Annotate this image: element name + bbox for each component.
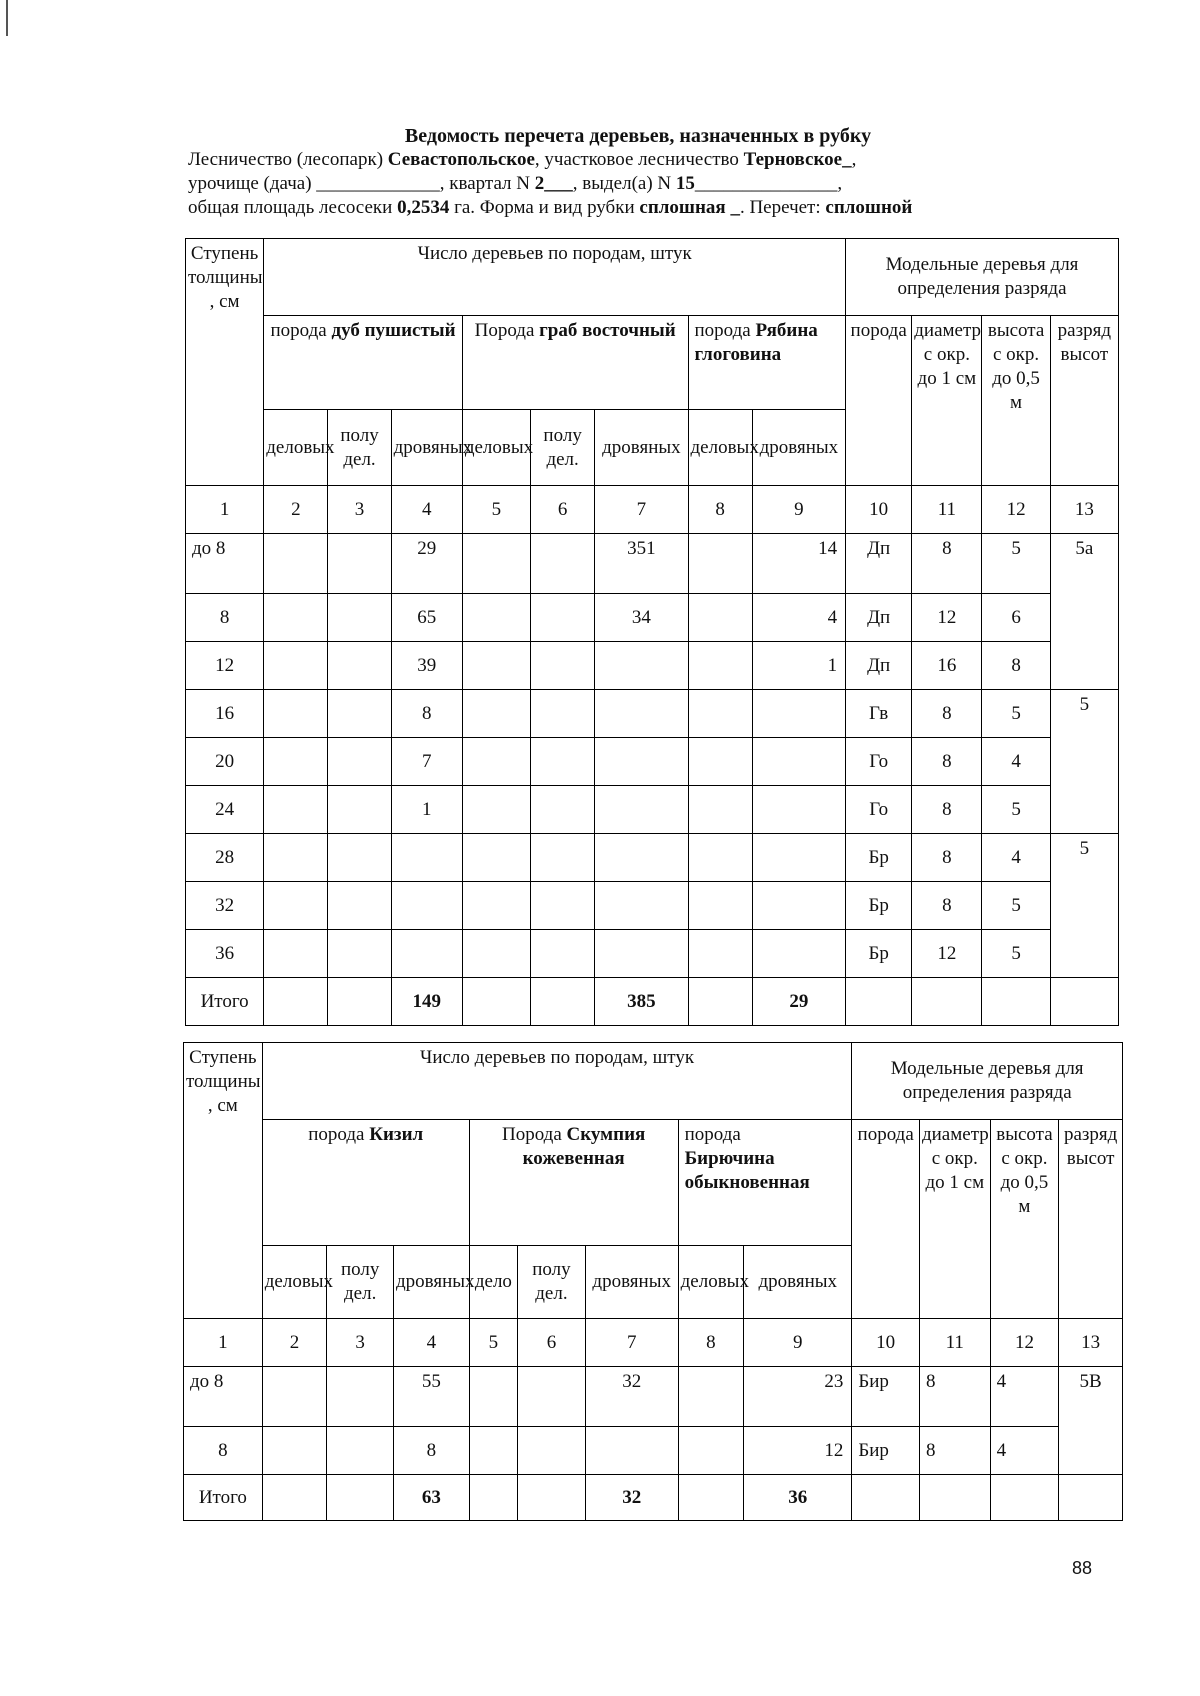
cell-model-diameter: 8 <box>912 738 982 786</box>
species-name: дуб пушистый <box>331 320 456 341</box>
cell <box>678 1475 744 1521</box>
total-value: 32 <box>585 1475 678 1521</box>
column-number: 1 <box>186 486 264 534</box>
table-row <box>186 930 1119 978</box>
cell-model-height: 8 <box>982 642 1050 690</box>
cell <box>264 978 328 1026</box>
cell <box>328 594 391 642</box>
cell <box>391 834 462 882</box>
text: Порода <box>474 320 540 341</box>
subheader: деловых <box>678 1246 744 1319</box>
cell <box>678 1367 744 1427</box>
text: порода <box>270 320 332 341</box>
total-value: 29 <box>752 978 845 1026</box>
column-number: 2 <box>262 1319 327 1367</box>
cell: 351 <box>595 534 688 594</box>
cell <box>462 738 530 786</box>
subheader: дело <box>469 1246 517 1319</box>
subheader: полу дел. <box>328 410 391 486</box>
cell-step: 12 <box>186 642 264 690</box>
cell <box>688 930 752 978</box>
cell-model-diameter: 8 <box>912 690 982 738</box>
cell <box>846 978 912 1026</box>
column-number: 13 <box>1059 1319 1123 1367</box>
cell-model-species: Го <box>846 786 912 834</box>
column-number: 10 <box>846 486 912 534</box>
cell <box>531 690 595 738</box>
column-number: 4 <box>393 1319 469 1367</box>
column-number: 9 <box>752 486 845 534</box>
cell-model-height: 4 <box>990 1427 1059 1475</box>
cell <box>1050 978 1118 1026</box>
cell-model-diameter: 8 <box>912 834 982 882</box>
column-number: 5 <box>469 1319 517 1367</box>
column-number: 12 <box>982 486 1050 534</box>
cell <box>595 930 688 978</box>
cell <box>462 786 530 834</box>
column-number: 7 <box>585 1319 678 1367</box>
cell <box>264 834 328 882</box>
cell <box>531 738 595 786</box>
cell <box>1059 1475 1123 1521</box>
cell-model-height: 4 <box>982 834 1050 882</box>
cell-model-diameter: 16 <box>912 642 982 690</box>
cell <box>531 642 595 690</box>
species-name: граб восточный <box>539 320 676 341</box>
cell-model-species: Бр <box>846 930 912 978</box>
species-name: Бирючина обыкновенная <box>684 1148 810 1193</box>
cell <box>264 642 328 690</box>
plot-number: 15 <box>675 173 695 194</box>
cell <box>328 690 391 738</box>
cell <box>595 642 688 690</box>
text: порода <box>694 320 756 341</box>
column-number: 8 <box>688 486 752 534</box>
cell: 55 <box>393 1367 469 1427</box>
document-header <box>188 124 1088 220</box>
cell: 8 <box>393 1427 469 1475</box>
document-title: Ведомость перечета деревьев, назначенных в рубку <box>404 125 872 147</box>
column-number: 6 <box>531 486 595 534</box>
column-number: 4 <box>391 486 462 534</box>
cell <box>469 1367 517 1427</box>
column-number: 2 <box>264 486 328 534</box>
species-header-1 <box>264 316 463 410</box>
table-row <box>186 642 1119 690</box>
cell <box>595 690 688 738</box>
cell <box>852 1475 920 1521</box>
subheader: дровяных <box>595 410 688 486</box>
species-name: Скумпия кожевенная <box>522 1124 646 1169</box>
cell <box>391 882 462 930</box>
header-line-location <box>188 172 1088 196</box>
subheader: деловых <box>264 410 328 486</box>
scan-edge-mark <box>6 0 8 36</box>
column-number: 3 <box>327 1319 394 1367</box>
model-class-header: разряд высот <box>1050 316 1118 486</box>
subheader: полу дел. <box>327 1246 394 1319</box>
cell <box>327 1367 394 1427</box>
tree-count-table-1 <box>185 238 1119 1026</box>
cell-step: 20 <box>186 738 264 786</box>
cell-model-diameter: 8 <box>919 1367 990 1427</box>
model-class-header: разряд высот <box>1059 1120 1123 1319</box>
cell: 34 <box>595 594 688 642</box>
cell <box>585 1427 678 1475</box>
cell <box>328 930 391 978</box>
cell <box>462 882 530 930</box>
cell: 7 <box>391 738 462 786</box>
cell <box>688 642 752 690</box>
area-value: 0,2534 <box>397 197 450 218</box>
cell <box>688 690 752 738</box>
cell <box>462 594 530 642</box>
cell <box>595 834 688 882</box>
cell <box>752 690 845 738</box>
column-number: 13 <box>1050 486 1118 534</box>
cell-model-height: 5 <box>982 690 1050 738</box>
cell <box>595 786 688 834</box>
cell-model-height: 4 <box>990 1367 1059 1427</box>
local-forestry-name: Терновское_ <box>743 149 852 170</box>
cell <box>328 882 391 930</box>
column-number: 11 <box>912 486 982 534</box>
page-number: 88 <box>1072 1558 1093 1578</box>
cell <box>262 1367 327 1427</box>
cell <box>531 882 595 930</box>
cell <box>678 1427 744 1475</box>
text: Порода <box>502 1124 567 1145</box>
text: порода <box>308 1124 370 1145</box>
text: общая площадь лесосеки <box>188 197 398 218</box>
cell-model-height: 6 <box>982 594 1050 642</box>
cell <box>688 834 752 882</box>
text: , <box>851 149 857 170</box>
total-label: Итого <box>184 1475 263 1521</box>
cell <box>595 882 688 930</box>
cell-height-class: 5 <box>1050 690 1118 834</box>
table-row <box>184 1427 1123 1475</box>
cell <box>531 978 595 1026</box>
table-row <box>186 594 1119 642</box>
cell-model-species: Бир <box>852 1367 920 1427</box>
cell <box>518 1367 586 1427</box>
species-header-3 <box>688 316 846 410</box>
column-number: 1 <box>184 1319 263 1367</box>
cell-step: 8 <box>186 594 264 642</box>
cell <box>531 834 595 882</box>
cell <box>752 930 845 978</box>
column-number: 5 <box>462 486 530 534</box>
cell <box>912 978 982 1026</box>
cell <box>688 738 752 786</box>
cell-model-diameter: 8 <box>912 534 982 594</box>
column-number: 3 <box>328 486 391 534</box>
cell <box>327 1427 394 1475</box>
cell-model-species: Бир <box>852 1427 920 1475</box>
cell: 1 <box>391 786 462 834</box>
cell <box>264 594 328 642</box>
cell-step: до 8 <box>184 1367 263 1427</box>
header-model-trees: Модельные деревья для определения разряда <box>852 1043 1123 1120</box>
cell-model-height: 5 <box>982 882 1050 930</box>
subheader: деловых <box>688 410 752 486</box>
cell-model-species: Бр <box>846 882 912 930</box>
cell-model-species: Дп <box>846 594 912 642</box>
cell: 65 <box>391 594 462 642</box>
cell-model-diameter: 8 <box>912 882 982 930</box>
header-line-area <box>188 196 1088 220</box>
count-type: сплошной <box>825 197 913 218</box>
table-row <box>186 534 1119 594</box>
text: _______________, <box>694 173 843 194</box>
cell: 1 <box>752 642 845 690</box>
cell <box>391 930 462 978</box>
cell: 32 <box>585 1367 678 1427</box>
text: га. Форма и вид рубки <box>449 197 640 218</box>
cell-model-height: 4 <box>982 738 1050 786</box>
cell <box>264 882 328 930</box>
cell <box>752 786 845 834</box>
cell <box>531 594 595 642</box>
header-step: Ступень толщины , см <box>184 1043 263 1319</box>
species-name: Кизил <box>369 1124 424 1145</box>
model-diameter-header: диаметр с окр. до 1 см <box>912 316 982 486</box>
cell-model-species: Дп <box>846 534 912 594</box>
text: урочище (дача) _____________, квартал N <box>188 173 535 194</box>
cell <box>688 978 752 1026</box>
cell <box>469 1475 517 1521</box>
header-tree-count: Число деревьев по породам, штук <box>264 239 846 316</box>
cell-model-height: 5 <box>982 786 1050 834</box>
cell: 8 <box>391 690 462 738</box>
cell <box>518 1427 586 1475</box>
cell-model-diameter: 8 <box>919 1427 990 1475</box>
cell <box>328 534 391 594</box>
subheader: дровяных <box>744 1246 852 1319</box>
cell <box>688 594 752 642</box>
cell <box>328 738 391 786</box>
column-number: 7 <box>595 486 688 534</box>
cell <box>688 786 752 834</box>
cell <box>264 930 328 978</box>
cell: 29 <box>391 534 462 594</box>
subheader: полу дел. <box>531 410 595 486</box>
table-row <box>186 690 1119 738</box>
column-number: 10 <box>852 1319 920 1367</box>
cell-model-species: Гв <box>846 690 912 738</box>
total-label: Итого <box>186 978 264 1026</box>
cell <box>462 642 530 690</box>
cell: 39 <box>391 642 462 690</box>
cell-model-height: 5 <box>982 930 1050 978</box>
species-name: Рябина глоговина <box>694 320 818 365</box>
total-value: 149 <box>391 978 462 1026</box>
cell-height-class: 5В <box>1059 1367 1123 1475</box>
cell-height-class: 5 <box>1050 834 1118 978</box>
cell <box>462 978 530 1026</box>
cell: 23 <box>744 1367 852 1427</box>
cell <box>264 738 328 786</box>
cell <box>328 834 391 882</box>
column-number: 6 <box>518 1319 586 1367</box>
cell <box>262 1475 327 1521</box>
total-value: 385 <box>595 978 688 1026</box>
cell <box>990 1475 1059 1521</box>
text: порода <box>684 1124 741 1145</box>
column-number: 9 <box>744 1319 852 1367</box>
text: Лесничество (лесопарк) <box>188 149 388 170</box>
header-step: Ступень толщины , см <box>186 239 264 486</box>
cell-step: 16 <box>186 690 264 738</box>
subheader: дровяных <box>391 410 462 486</box>
cell <box>328 978 391 1026</box>
cell-step: 24 <box>186 786 264 834</box>
cell <box>262 1427 327 1475</box>
species-header-2 <box>469 1120 678 1246</box>
cell <box>595 738 688 786</box>
cell <box>752 738 845 786</box>
subheader: деловых <box>262 1246 327 1319</box>
column-number: 12 <box>990 1319 1059 1367</box>
cell-step: 28 <box>186 834 264 882</box>
table-row <box>186 738 1119 786</box>
cell: 4 <box>752 594 845 642</box>
column-number: 11 <box>919 1319 990 1367</box>
cell-model-species: Бр <box>846 834 912 882</box>
cell-model-diameter: 8 <box>912 786 982 834</box>
cell <box>462 534 530 594</box>
cell <box>531 534 595 594</box>
model-species-header: порода <box>846 316 912 486</box>
header-line-forestry <box>188 148 1088 172</box>
cell <box>688 534 752 594</box>
subheader: дровяных <box>585 1246 678 1319</box>
cell <box>462 930 530 978</box>
forestry-name: Севастопольское <box>387 149 535 170</box>
cell <box>752 834 845 882</box>
cell <box>328 786 391 834</box>
text: , выдел(а) N <box>572 173 676 194</box>
cell <box>264 786 328 834</box>
cell: 12 <box>744 1427 852 1475</box>
table-row <box>186 882 1119 930</box>
cell <box>462 690 530 738</box>
table-row <box>186 786 1119 834</box>
cell: 14 <box>752 534 845 594</box>
header-tree-count: Число деревьев по породам, штук <box>262 1043 852 1120</box>
table-row <box>186 834 1119 882</box>
cell-height-class: 5а <box>1050 534 1118 690</box>
cell-step: 36 <box>186 930 264 978</box>
cell <box>531 930 595 978</box>
cell-model-diameter: 12 <box>912 594 982 642</box>
quarter-number: 2___ <box>534 173 573 194</box>
table-row <box>184 1367 1123 1427</box>
cell <box>518 1475 586 1521</box>
header-model-trees: Модельные деревья для определения разряда <box>846 239 1119 316</box>
species-header-1 <box>262 1120 469 1246</box>
cell <box>688 882 752 930</box>
cell <box>328 642 391 690</box>
model-height-header: высота с окр. до 0,5 м <box>990 1120 1059 1319</box>
cell <box>469 1427 517 1475</box>
cell <box>919 1475 990 1521</box>
text: , участковое лесничество <box>534 149 744 170</box>
cell-model-height: 5 <box>982 534 1050 594</box>
cell-model-species: Дп <box>846 642 912 690</box>
tree-count-table-2 <box>183 1042 1123 1521</box>
cell <box>752 882 845 930</box>
cell <box>327 1475 394 1521</box>
cell-model-species: Го <box>846 738 912 786</box>
total-row <box>186 978 1119 1026</box>
subheader: дровяных <box>393 1246 469 1319</box>
model-diameter-header: диаметр с окр. до 1 см <box>919 1120 990 1319</box>
model-species-header: порода <box>852 1120 920 1319</box>
subheader: деловых <box>462 410 530 486</box>
cut-type: сплошная _ <box>639 197 740 218</box>
species-header-3 <box>678 1120 852 1246</box>
model-height-header: высота с окр. до 0,5 м <box>982 316 1050 486</box>
subheader: полу дел. <box>518 1246 586 1319</box>
cell <box>264 690 328 738</box>
cell <box>462 834 530 882</box>
cell-model-diameter: 12 <box>912 930 982 978</box>
cell <box>982 978 1050 1026</box>
text: . Перечет: <box>739 197 826 218</box>
total-value: 36 <box>744 1475 852 1521</box>
cell-step: до 8 <box>186 534 264 594</box>
cell-step: 8 <box>184 1427 263 1475</box>
total-row <box>184 1475 1123 1521</box>
cell <box>531 786 595 834</box>
column-number: 8 <box>678 1319 744 1367</box>
total-value: 63 <box>393 1475 469 1521</box>
cell-step: 32 <box>186 882 264 930</box>
species-header-2 <box>462 316 688 410</box>
cell <box>264 534 328 594</box>
subheader: дровяных <box>752 410 845 486</box>
